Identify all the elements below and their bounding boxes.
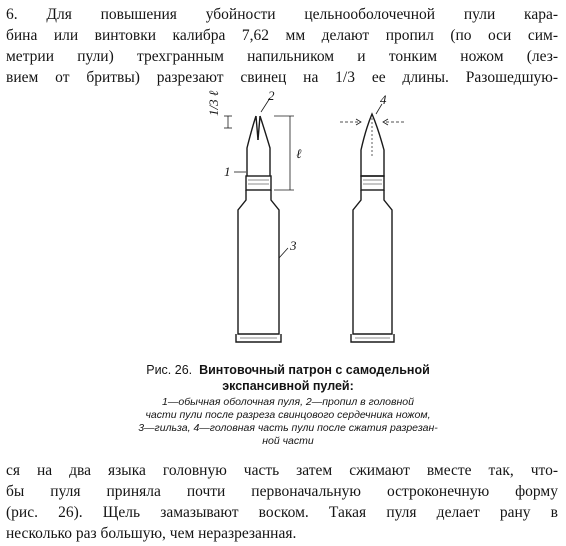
case-body — [238, 190, 279, 334]
figure-legend — [100, 396, 476, 448]
label-3: 3 — [290, 238, 297, 253]
text-line: метрии пули) трехгранным напильником и тонким ножом (лез- — [6, 48, 558, 65]
label-2: 2 — [268, 88, 275, 103]
figure-caption-title — [100, 362, 476, 394]
cartridge-figure — [200, 88, 440, 360]
split-cartridge — [224, 98, 294, 342]
label-l: ℓ — [296, 146, 302, 161]
label-1: 1 — [224, 164, 231, 179]
text-paragraph-top — [6, 4, 558, 88]
text-line: ся на два языка головную часть затем сжимают вместе так, что- — [6, 462, 558, 479]
bullet-cannelure — [246, 176, 271, 190]
legend-line: ной части — [262, 435, 314, 447]
text-paragraph-bottom — [6, 460, 558, 544]
label-4: 4 — [380, 92, 387, 107]
closed-bullet — [361, 114, 384, 176]
cartridge-drawing — [200, 88, 440, 360]
text-line: (рис. 26). Щель замазывают воском. Такая пуля делает рану в — [6, 504, 558, 521]
text-line: бина или винтовки калибра 7,62 мм делают пропил (по оси сим- — [6, 27, 558, 44]
legend-line: части пули после разреза свинцового сердечника ножом, — [145, 409, 431, 421]
case-body-closed — [353, 190, 392, 334]
text-line: несколько раз большую, чем неразрезанная. — [6, 525, 297, 542]
legend-line: 1—обычная оболочная пуля, 2—пропил в головной — [162, 396, 414, 408]
bullet-left-half — [247, 116, 256, 176]
caption-title-line: Винтовочный патрон с самодельной — [199, 363, 430, 377]
text-line: вием от бритвы) разрезают свинец на 1/3 ее длины. Разошедшую- — [6, 69, 558, 86]
bullet-cannelure-closed — [361, 176, 384, 190]
bullet-right-half — [260, 116, 270, 176]
closed-cartridge — [340, 104, 404, 342]
text-line: бы пуля приняла почти первоначальную остроконечную форму — [6, 483, 558, 500]
figure-number: Рис. 26. — [146, 363, 193, 377]
label-one-third-l: 1/3 ℓ — [206, 90, 221, 116]
text-line: 6. Для повышения убойности цельнооболочечной пули кара- — [6, 6, 558, 23]
caption-title-line: экспансивной пулей: — [222, 379, 354, 393]
legend-line: 3—гильза, 4—головная часть пули после сжатия разрезан- — [138, 422, 438, 434]
